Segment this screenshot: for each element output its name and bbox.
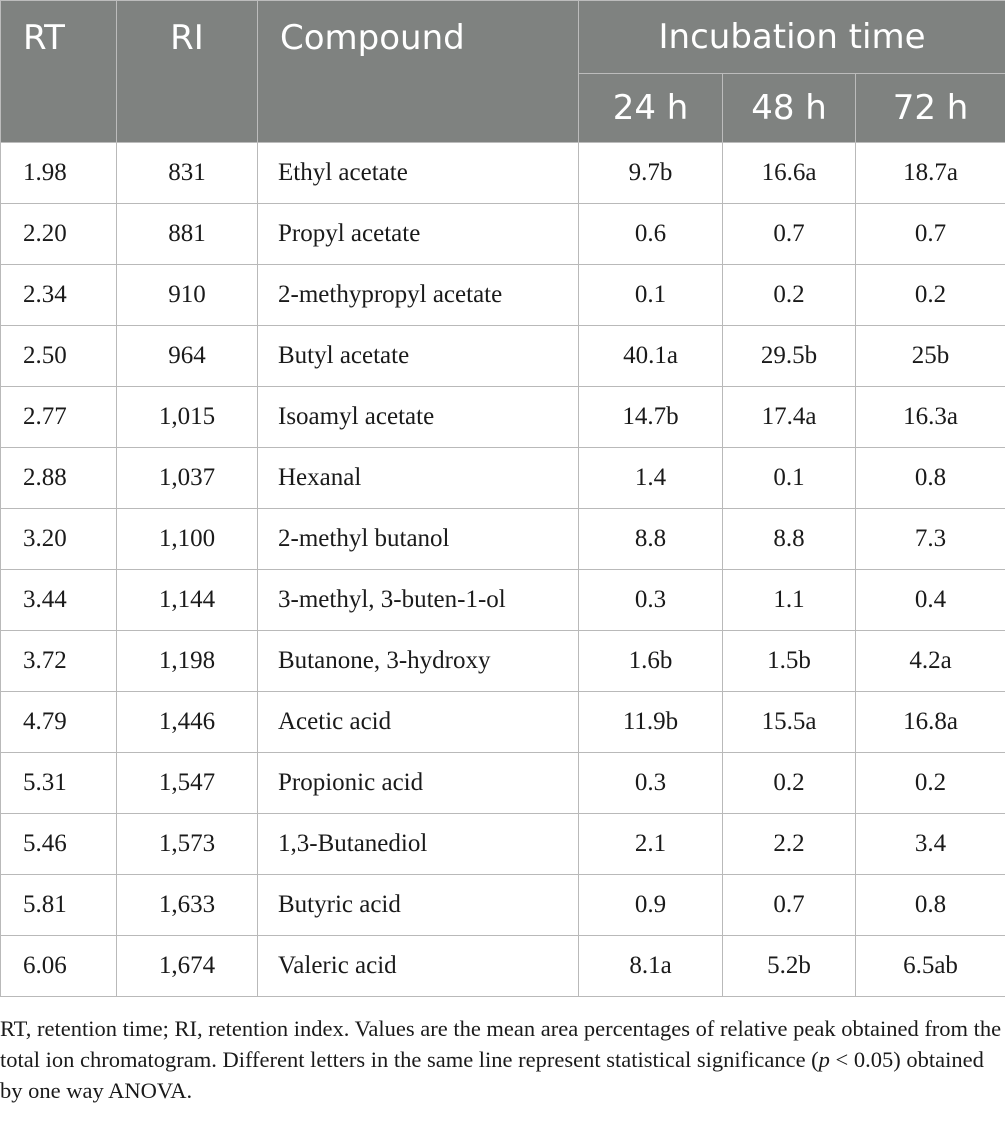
cell-ri: 1,446 — [117, 692, 258, 753]
cell-compound: 2-methypropyl acetate — [258, 265, 579, 326]
cell-rt: 2.34 — [1, 265, 117, 326]
cell-rt: 2.88 — [1, 448, 117, 509]
cell-72h: 0.2 — [856, 265, 1005, 326]
cell-72h: 0.8 — [856, 875, 1005, 936]
cell-rt: 1.98 — [1, 143, 117, 204]
cell-rt: 4.79 — [1, 692, 117, 753]
header-72h: 72 h — [856, 74, 1005, 143]
cell-48h: 0.7 — [723, 204, 856, 265]
cell-48h: 2.2 — [723, 814, 856, 875]
cell-compound: Propionic acid — [258, 753, 579, 814]
footnote-text-1: RT, retention time; RI, retention index. Values are the mean area percentages of relative peak obtained from the total ion chromatogram. Different letters in the same line represent statistical significance ( — [0, 1016, 1002, 1072]
cell-24h: 14.7b — [579, 387, 723, 448]
cell-48h: 29.5b — [723, 326, 856, 387]
cell-48h: 0.1 — [723, 448, 856, 509]
header-incubation-time: Incubation time — [579, 1, 1005, 74]
header-24h: 24 h — [579, 74, 723, 143]
footnote-text-2: < 0.05) obtained by one way ANOVA. — [0, 1047, 984, 1103]
cell-compound: Ethyl acetate — [258, 143, 579, 204]
table-row — [1, 448, 1005, 509]
cell-rt: 3.20 — [1, 509, 117, 570]
cell-48h: 17.4a — [723, 387, 856, 448]
cell-24h: 40.1a — [579, 326, 723, 387]
cell-rt: 5.46 — [1, 814, 117, 875]
cell-ri: 1,547 — [117, 753, 258, 814]
cell-ri: 1,015 — [117, 387, 258, 448]
cell-ri: 964 — [117, 326, 258, 387]
cell-24h: 0.6 — [579, 204, 723, 265]
table-row — [1, 265, 1005, 326]
cell-compound: 3-methyl, 3-buten-1-ol — [258, 570, 579, 631]
cell-ri: 881 — [117, 204, 258, 265]
cell-72h: 3.4 — [856, 814, 1005, 875]
cell-ri: 1,573 — [117, 814, 258, 875]
cell-rt: 5.31 — [1, 753, 117, 814]
table-row — [1, 875, 1005, 936]
cell-72h: 0.4 — [856, 570, 1005, 631]
cell-24h: 0.1 — [579, 265, 723, 326]
cell-compound: Acetic acid — [258, 692, 579, 753]
header-48h: 48 h — [723, 74, 856, 143]
cell-48h: 0.2 — [723, 753, 856, 814]
cell-48h: 1.1 — [723, 570, 856, 631]
cell-72h: 6.5ab — [856, 936, 1005, 997]
cell-48h: 15.5a — [723, 692, 856, 753]
cell-72h: 0.8 — [856, 448, 1005, 509]
cell-compound: Isoamyl acetate — [258, 387, 579, 448]
table-row — [1, 204, 1005, 265]
footnote-p-symbol: p — [818, 1047, 830, 1072]
cell-24h: 8.8 — [579, 509, 723, 570]
cell-48h: 16.6a — [723, 143, 856, 204]
cell-72h: 0.2 — [856, 753, 1005, 814]
cell-ri: 910 — [117, 265, 258, 326]
cell-rt: 6.06 — [1, 936, 117, 997]
cell-compound: Valeric acid — [258, 936, 579, 997]
cell-24h: 0.9 — [579, 875, 723, 936]
table-row — [1, 631, 1005, 692]
cell-rt: 2.77 — [1, 387, 117, 448]
cell-24h: 11.9b — [579, 692, 723, 753]
cell-72h: 7.3 — [856, 509, 1005, 570]
cell-rt: 2.20 — [1, 204, 117, 265]
table-row — [1, 387, 1005, 448]
cell-rt: 2.50 — [1, 326, 117, 387]
cell-ri: 1,100 — [117, 509, 258, 570]
table-row — [1, 326, 1005, 387]
cell-48h: 0.2 — [723, 265, 856, 326]
table-row — [1, 753, 1005, 814]
header-rt: RT — [1, 1, 117, 143]
table-row — [1, 143, 1005, 204]
cell-24h: 8.1a — [579, 936, 723, 997]
cell-72h: 25b — [856, 326, 1005, 387]
cell-compound: Hexanal — [258, 448, 579, 509]
cell-48h: 8.8 — [723, 509, 856, 570]
cell-72h: 16.8a — [856, 692, 1005, 753]
cell-72h: 4.2a — [856, 631, 1005, 692]
cell-72h: 16.3a — [856, 387, 1005, 448]
cell-rt: 3.72 — [1, 631, 117, 692]
cell-compound: 2-methyl butanol — [258, 509, 579, 570]
cell-48h: 5.2b — [723, 936, 856, 997]
cell-ri: 1,633 — [117, 875, 258, 936]
table-header — [1, 1, 1005, 143]
cell-ri: 1,198 — [117, 631, 258, 692]
cell-ri: 1,674 — [117, 936, 258, 997]
cell-compound: Butyric acid — [258, 875, 579, 936]
cell-compound: Butanone, 3-hydroxy — [258, 631, 579, 692]
cell-24h: 9.7b — [579, 143, 723, 204]
header-compound: Compound — [258, 1, 579, 143]
table-row — [1, 936, 1005, 997]
cell-rt: 3.44 — [1, 570, 117, 631]
cell-ri: 1,144 — [117, 570, 258, 631]
cell-ri: 1,037 — [117, 448, 258, 509]
table-footnote — [0, 1013, 1005, 1106]
table-row — [1, 509, 1005, 570]
table-row — [1, 570, 1005, 631]
cell-24h: 0.3 — [579, 753, 723, 814]
cell-48h: 1.5b — [723, 631, 856, 692]
cell-48h: 0.7 — [723, 875, 856, 936]
cell-72h: 0.7 — [856, 204, 1005, 265]
cell-24h: 1.4 — [579, 448, 723, 509]
cell-24h: 0.3 — [579, 570, 723, 631]
cell-compound: 1,3-Butanediol — [258, 814, 579, 875]
cell-24h: 1.6b — [579, 631, 723, 692]
cell-ri: 831 — [117, 143, 258, 204]
header-ri: RI — [117, 1, 258, 143]
cell-compound: Butyl acetate — [258, 326, 579, 387]
table-body — [1, 143, 1005, 997]
cell-rt: 5.81 — [1, 875, 117, 936]
table-row — [1, 814, 1005, 875]
table-row — [1, 692, 1005, 753]
cell-24h: 2.1 — [579, 814, 723, 875]
cell-72h: 18.7a — [856, 143, 1005, 204]
cell-compound: Propyl acetate — [258, 204, 579, 265]
